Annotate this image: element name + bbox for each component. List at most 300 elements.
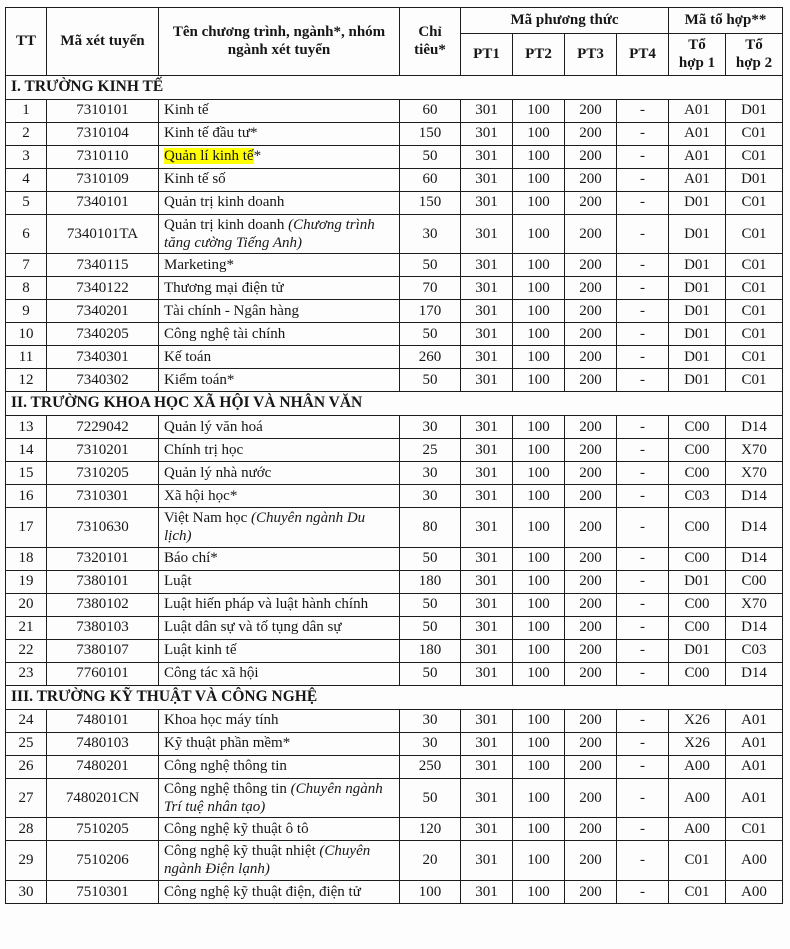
pt3-cell: 200 [565, 880, 617, 903]
combo1-cell: C03 [669, 485, 726, 508]
col-header-tt: TT [6, 8, 47, 76]
pt2-cell: 100 [513, 462, 565, 485]
pt3-cell: 200 [565, 462, 617, 485]
program-name-cell [159, 818, 400, 841]
quota-cell: 180 [400, 639, 461, 662]
admission-code-cell: 7310201 [47, 439, 159, 462]
program-name-cell [159, 191, 400, 214]
pt1-cell: 301 [461, 755, 513, 778]
pt4-cell: - [617, 818, 669, 841]
admission-code-cell: 7310110 [47, 145, 159, 168]
pt4-cell: - [617, 662, 669, 685]
combo1-cell: A00 [669, 778, 726, 818]
table-row [6, 709, 783, 732]
pt2-cell: 100 [513, 145, 565, 168]
combo1-cell: D01 [669, 214, 726, 254]
program-name-cell [159, 709, 400, 732]
pt2-cell: 100 [513, 254, 565, 277]
section-title: II. TRƯỜNG KHOA HỌC XÃ HỘI VÀ NHÂN VĂN [6, 392, 783, 416]
program-name-text: Kinh tế số [164, 171, 226, 188]
row-number-cell: 8 [6, 277, 47, 300]
pt1-cell: 301 [461, 122, 513, 145]
pt3-cell: 200 [565, 277, 617, 300]
pt3-cell: 200 [565, 323, 617, 346]
pt1-cell: 301 [461, 709, 513, 732]
pt4-cell: - [617, 346, 669, 369]
program-name-cell [159, 485, 400, 508]
pt3-cell: 200 [565, 639, 617, 662]
combo1-cell: D01 [669, 323, 726, 346]
admission-code-cell: 7760101 [47, 662, 159, 685]
combo2-cell: C01 [726, 369, 783, 392]
table-row [6, 662, 783, 685]
col-group-combination-codes: Mã tổ hợp** [669, 8, 783, 34]
combo1-cell: C00 [669, 508, 726, 548]
col-header-pt2: PT2 [513, 34, 565, 76]
combo2-cell: C03 [726, 639, 783, 662]
pt3-cell: 200 [565, 709, 617, 732]
pt3-cell: 200 [565, 841, 617, 881]
admission-code-cell: 7480101 [47, 709, 159, 732]
table-row [6, 593, 783, 616]
pt2-cell: 100 [513, 880, 565, 903]
pt1-cell: 301 [461, 547, 513, 570]
admission-code-cell: 7310101 [47, 99, 159, 122]
combo2-cell: C01 [726, 346, 783, 369]
admission-code-cell: 7340115 [47, 254, 159, 277]
combo2-cell: D14 [726, 547, 783, 570]
pt4-cell: - [617, 709, 669, 732]
table-row [6, 439, 783, 462]
pt2-cell: 100 [513, 778, 565, 818]
pt3-cell: 200 [565, 346, 617, 369]
table-row [6, 547, 783, 570]
pt2-cell: 100 [513, 439, 565, 462]
pt1-cell: 301 [461, 616, 513, 639]
pt4-cell: - [617, 254, 669, 277]
combo1-cell: C00 [669, 547, 726, 570]
table-row [6, 300, 783, 323]
pt3-cell: 200 [565, 755, 617, 778]
header-row-top [6, 8, 783, 34]
pt1-cell: 301 [461, 880, 513, 903]
combo1-cell: C01 [669, 841, 726, 881]
quota-cell: 150 [400, 122, 461, 145]
table-body [6, 75, 783, 903]
pt3-cell: 200 [565, 547, 617, 570]
admission-code-cell: 7340302 [47, 369, 159, 392]
quota-cell: 30 [400, 732, 461, 755]
pt2-cell: 100 [513, 841, 565, 881]
pt4-cell: - [617, 485, 669, 508]
program-name-cell [159, 99, 400, 122]
combo1-cell: X26 [669, 732, 726, 755]
admission-code-cell: 7480201 [47, 755, 159, 778]
combo2-cell: A00 [726, 880, 783, 903]
pt1-cell: 301 [461, 168, 513, 191]
row-number-cell: 12 [6, 369, 47, 392]
table-header [6, 8, 783, 76]
program-note: (Chương trình tăng cường Tiếng Anh) [164, 216, 375, 251]
pt1-cell: 301 [461, 346, 513, 369]
program-name-text: Luật dân sự và tố tụng dân sự [164, 619, 342, 636]
pt3-cell: 200 [565, 99, 617, 122]
combo1-cell: A01 [669, 168, 726, 191]
row-number-cell: 28 [6, 818, 47, 841]
col-header-pt1: PT1 [461, 34, 513, 76]
program-name-cell [159, 755, 400, 778]
pt3-cell: 200 [565, 214, 617, 254]
program-name-cell [159, 732, 400, 755]
pt2-cell: 100 [513, 214, 565, 254]
program-name-text: Kỹ thuật phần mềm* [164, 735, 291, 752]
row-number-cell: 26 [6, 755, 47, 778]
combo2-cell: D14 [726, 416, 783, 439]
table-row [6, 323, 783, 346]
quota-cell: 50 [400, 369, 461, 392]
table-row [6, 639, 783, 662]
program-name-cell [159, 214, 400, 254]
admission-code-cell: 7510206 [47, 841, 159, 881]
quota-cell: 260 [400, 346, 461, 369]
table-row [6, 254, 783, 277]
combo2-cell: C01 [726, 300, 783, 323]
combo2-cell: A01 [726, 709, 783, 732]
pt1-cell: 301 [461, 99, 513, 122]
combo2-cell: C01 [726, 277, 783, 300]
table-row [6, 570, 783, 593]
row-number-cell: 30 [6, 880, 47, 903]
program-name-text: Công nghệ kỹ thuật điện, điện tử [164, 883, 361, 900]
row-number-cell: 20 [6, 593, 47, 616]
pt1-cell: 301 [461, 593, 513, 616]
quota-cell: 80 [400, 508, 461, 548]
quota-cell: 50 [400, 323, 461, 346]
quota-cell: 30 [400, 214, 461, 254]
program-name-text: Quản trị kinh doanh [164, 216, 285, 233]
pt1-cell: 301 [461, 416, 513, 439]
section-header-row [6, 392, 783, 416]
pt4-cell: - [617, 732, 669, 755]
combo2-cell: C01 [726, 254, 783, 277]
program-name-text: Luật hiến pháp và luật hành chính [164, 596, 369, 613]
program-name-text: Kinh tế [164, 102, 209, 119]
pt2-cell: 100 [513, 277, 565, 300]
pt3-cell: 200 [565, 254, 617, 277]
table-row [6, 145, 783, 168]
pt2-cell: 100 [513, 570, 565, 593]
program-name-text: Công nghệ tài chính [164, 325, 286, 342]
combo1-cell: C00 [669, 616, 726, 639]
col-header-combo2: Tổ hợp 2 [726, 34, 783, 76]
row-number-cell: 21 [6, 616, 47, 639]
pt2-cell: 100 [513, 593, 565, 616]
section-header-row [6, 685, 783, 709]
pt1-cell: 301 [461, 254, 513, 277]
row-number-cell: 1 [6, 99, 47, 122]
program-name-text: Việt Nam học [164, 510, 248, 526]
pt4-cell: - [617, 323, 669, 346]
program-name-text: Kế toán [164, 348, 212, 365]
quota-cell: 100 [400, 880, 461, 903]
program-name-text: Công nghệ kỹ thuật nhiệt [164, 843, 316, 860]
pt1-cell: 301 [461, 732, 513, 755]
admission-code-cell: 7310205 [47, 462, 159, 485]
table-row [6, 369, 783, 392]
combo1-cell: C00 [669, 439, 726, 462]
combo2-cell: D01 [726, 168, 783, 191]
table-row [6, 191, 783, 214]
col-header-admission-code: Mã xét tuyển [47, 8, 159, 76]
pt1-cell: 301 [461, 818, 513, 841]
section-title: III. TRƯỜNG KỸ THUẬT VÀ CÔNG NGHỆ [6, 685, 783, 709]
program-name-text: Công nghệ thông tin [164, 780, 287, 797]
pt4-cell: - [617, 616, 669, 639]
quota-cell: 25 [400, 439, 461, 462]
pt4-cell: - [617, 214, 669, 254]
combo2-cell: D14 [726, 508, 783, 548]
program-name-text: Quản lý văn hoá [164, 418, 263, 435]
admission-code-cell: 7510205 [47, 818, 159, 841]
program-name-cell [159, 369, 400, 392]
pt2-cell: 100 [513, 369, 565, 392]
pt2-cell: 100 [513, 99, 565, 122]
program-name-cell [159, 439, 400, 462]
admission-code-cell: 7310109 [47, 168, 159, 191]
pt1-cell: 301 [461, 277, 513, 300]
pt3-cell: 200 [565, 818, 617, 841]
admission-code-cell: 7380101 [47, 570, 159, 593]
table-row [6, 880, 783, 903]
quota-cell: 50 [400, 616, 461, 639]
row-number-cell: 10 [6, 323, 47, 346]
combo2-cell: C01 [726, 214, 783, 254]
combo1-cell: A01 [669, 145, 726, 168]
combo1-cell: X26 [669, 709, 726, 732]
admission-code-cell: 7310301 [47, 485, 159, 508]
table-row [6, 168, 783, 191]
table-row [6, 508, 783, 548]
col-header-combo1: Tổ hợp 1 [669, 34, 726, 76]
pt4-cell: - [617, 880, 669, 903]
quota-cell: 120 [400, 818, 461, 841]
program-name-text: Xã hội học* [164, 487, 238, 504]
row-number-cell: 3 [6, 145, 47, 168]
pt1-cell: 301 [461, 323, 513, 346]
pt1-cell: 301 [461, 462, 513, 485]
col-header-pt4: PT4 [617, 34, 669, 76]
pt4-cell: - [617, 593, 669, 616]
pt1-cell: 301 [461, 841, 513, 881]
table-row [6, 416, 783, 439]
row-number-cell: 29 [6, 841, 47, 881]
pt3-cell: 200 [565, 145, 617, 168]
admission-code-cell: 7380107 [47, 639, 159, 662]
row-number-cell: 27 [6, 778, 47, 818]
combo2-cell: X70 [726, 593, 783, 616]
program-name-cell [159, 880, 400, 903]
combo1-cell: D01 [669, 300, 726, 323]
program-name-text: Luật [164, 573, 192, 590]
pt1-cell: 301 [461, 778, 513, 818]
combo1-cell: D01 [669, 639, 726, 662]
quota-cell: 180 [400, 570, 461, 593]
col-header-quota: Chỉ tiêu* [400, 8, 461, 76]
quota-cell: 50 [400, 145, 461, 168]
pt3-cell: 200 [565, 416, 617, 439]
row-number-cell: 9 [6, 300, 47, 323]
pt2-cell: 100 [513, 323, 565, 346]
pt3-cell: 200 [565, 369, 617, 392]
admissions-table [5, 7, 783, 904]
program-name-cell: Quản lí kinh tế* [159, 145, 400, 168]
combo1-cell: D01 [669, 191, 726, 214]
table-row [6, 346, 783, 369]
combo1-cell: A01 [669, 99, 726, 122]
table-row [6, 755, 783, 778]
program-name-cell [159, 462, 400, 485]
pt4-cell: - [617, 570, 669, 593]
quota-cell: 170 [400, 300, 461, 323]
pt2-cell: 100 [513, 122, 565, 145]
pt4-cell: - [617, 547, 669, 570]
col-group-method-codes: Mã phương thức [461, 8, 669, 34]
program-name-text: Công tác xã hội [164, 665, 259, 682]
pt1-cell: 301 [461, 300, 513, 323]
table-row [6, 841, 783, 881]
program-name-text: Quản trị kinh doanh [164, 194, 285, 211]
program-note: (Chuyên ngành Du lịch) [164, 510, 366, 545]
pt2-cell: 100 [513, 191, 565, 214]
pt2-cell: 100 [513, 300, 565, 323]
combo1-cell: A00 [669, 818, 726, 841]
pt4-cell: - [617, 841, 669, 881]
row-number-cell: 7 [6, 254, 47, 277]
pt2-cell: 100 [513, 485, 565, 508]
pt4-cell: - [617, 300, 669, 323]
pt4-cell: - [617, 439, 669, 462]
admission-code-cell: 7320101 [47, 547, 159, 570]
program-name-text: Tài chính - Ngân hàng [164, 302, 299, 319]
pt3-cell: 200 [565, 593, 617, 616]
admission-code-cell: 7380102 [47, 593, 159, 616]
pt2-cell: 100 [513, 709, 565, 732]
quota-cell: 60 [400, 99, 461, 122]
pt1-cell: 301 [461, 145, 513, 168]
combo1-cell: C00 [669, 593, 726, 616]
program-name-cell [159, 616, 400, 639]
program-name-text: Công nghệ kỹ thuật ô tô [164, 820, 309, 837]
pt1-cell: 301 [461, 214, 513, 254]
pt3-cell: 200 [565, 122, 617, 145]
pt2-cell: 100 [513, 639, 565, 662]
pt3-cell: 200 [565, 485, 617, 508]
pt2-cell: 100 [513, 346, 565, 369]
quota-cell: 50 [400, 593, 461, 616]
program-name-text: Khoa học máy tính [164, 712, 279, 729]
combo1-cell: C00 [669, 416, 726, 439]
admission-code-cell: 7340201 [47, 300, 159, 323]
program-name-cell [159, 277, 400, 300]
combo2-cell: C01 [726, 122, 783, 145]
combo2-cell: C01 [726, 323, 783, 346]
pt1-cell: 301 [461, 191, 513, 214]
program-name-cell [159, 570, 400, 593]
program-name-cell [159, 323, 400, 346]
admission-code-cell: 7340101 [47, 191, 159, 214]
pt3-cell: 200 [565, 570, 617, 593]
program-name-text: Công nghệ thông tin [164, 758, 287, 775]
admission-code-cell: 7340101TA [47, 214, 159, 254]
combo2-cell: X70 [726, 439, 783, 462]
program-name-cell [159, 168, 400, 191]
combo1-cell: D01 [669, 346, 726, 369]
pt1-cell: 301 [461, 508, 513, 548]
col-header-program-name: Tên chương trình, ngành*, nhóm ngành xét tuyển [159, 8, 400, 76]
quota-cell: 250 [400, 755, 461, 778]
program-name-cell [159, 639, 400, 662]
program-name-cell [159, 841, 400, 881]
program-name-cell [159, 662, 400, 685]
program-note: (Chuyên ngành Trí tuệ nhân tạo) [164, 780, 383, 815]
program-name-cell [159, 416, 400, 439]
admission-code-cell: 7310630 [47, 508, 159, 548]
pt2-cell: 100 [513, 416, 565, 439]
pt4-cell: - [617, 462, 669, 485]
quota-cell: 30 [400, 485, 461, 508]
combo2-cell: C01 [726, 145, 783, 168]
admission-code-cell: 7510301 [47, 880, 159, 903]
row-number-cell: 11 [6, 346, 47, 369]
table-row [6, 778, 783, 818]
pt4-cell: - [617, 122, 669, 145]
col-header-pt3: PT3 [565, 34, 617, 76]
combo2-cell: D01 [726, 99, 783, 122]
section-title: I. TRƯỜNG KINH TẾ [6, 75, 783, 99]
row-number-cell: 19 [6, 570, 47, 593]
pt1-cell: 301 [461, 485, 513, 508]
pt1-cell: 301 [461, 662, 513, 685]
row-number-cell: 17 [6, 508, 47, 548]
combo2-cell: D14 [726, 616, 783, 639]
pt4-cell: - [617, 369, 669, 392]
combo1-cell: D01 [669, 254, 726, 277]
quota-cell: 50 [400, 254, 461, 277]
program-name-cell [159, 254, 400, 277]
program-name-cell [159, 346, 400, 369]
table-row [6, 99, 783, 122]
quota-cell: 150 [400, 191, 461, 214]
pt2-cell: 100 [513, 662, 565, 685]
program-name-text: Kinh tế đầu tư* [164, 125, 258, 142]
quota-cell: 50 [400, 547, 461, 570]
combo1-cell: A01 [669, 122, 726, 145]
pt3-cell: 200 [565, 439, 617, 462]
pt3-cell: 200 [565, 616, 617, 639]
pt2-cell: 100 [513, 616, 565, 639]
pt3-cell: 200 [565, 508, 617, 548]
combo1-cell: D01 [669, 369, 726, 392]
program-name-text: Luật kinh tế [164, 642, 237, 659]
table-row [6, 214, 783, 254]
program-name-text: Chính trị học [164, 441, 244, 458]
quota-cell: 50 [400, 778, 461, 818]
pt2-cell: 100 [513, 755, 565, 778]
program-name-highlight: Quản lí kinh tế [164, 148, 254, 165]
combo1-cell: D01 [669, 570, 726, 593]
admission-code-cell: 7480201CN [47, 778, 159, 818]
combo2-cell: A01 [726, 732, 783, 755]
